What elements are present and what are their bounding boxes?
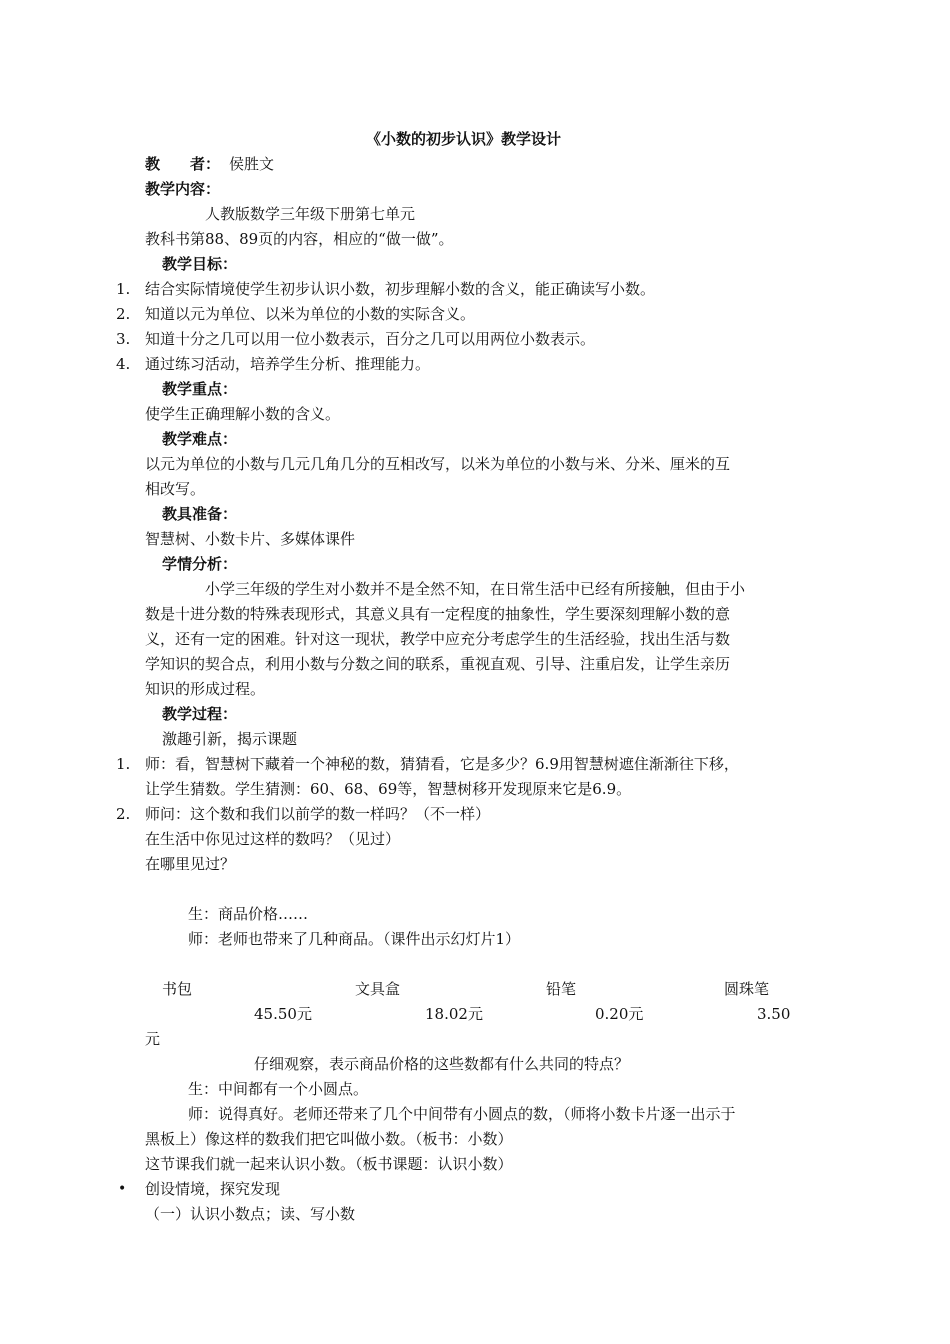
process-label: 教学过程： xyxy=(162,705,238,723)
item-name: 圆珠笔 xyxy=(724,980,770,998)
analysis-line: 义，还有一定的困难。针对这一现状，教学中应充分考虑学生的生活经验，找出生活与数 xyxy=(145,630,731,648)
student-response-1: 生：商品价格…… xyxy=(188,905,309,923)
section-2-subtitle: （一）认识小数点；读、写小数 xyxy=(145,1205,356,1223)
goal-text: 知道十分之几可以用一位小数表示，百分之几可以用两位小数表示。 xyxy=(145,330,596,348)
item-price: 18.02元 xyxy=(425,1005,483,1023)
teacher-remark-2-line-2: 黑板上）像这样的数我们把它叫做小数。（板书：小数） xyxy=(145,1130,513,1148)
analysis-line: 数是十进分数的特殊表现形式，其意义具有一定程度的抽象性，学生要深刻理解小数的意 xyxy=(145,605,731,623)
today-line: 这节课我们就一起来认识小数。（板书课题：认识小数） xyxy=(145,1155,513,1173)
tools-label: 教具准备： xyxy=(162,505,238,523)
item-name: 铅笔 xyxy=(546,980,577,998)
section-2-title: 创设情境，探究发现 xyxy=(145,1180,281,1198)
difficulty-label: 教学难点： xyxy=(162,430,238,448)
teacher-label: 教 者： xyxy=(145,155,221,173)
page-title: 《小数的初步认识》教学设计 xyxy=(366,130,562,148)
step-1-line-1: 师：看，智慧树下藏着一个神秘的数，猜猜看，它是多少？6.9用智慧树遮住渐渐往下移， xyxy=(145,755,739,773)
goal-text: 通过练习活动，培养学生分析、推理能力。 xyxy=(145,355,431,373)
goal-number: 4. xyxy=(116,355,131,373)
student-response-2: 生：中间都有一个小圆点。 xyxy=(188,1080,369,1098)
step-2-line-2: 在生活中你见过这样的数吗？（见过） xyxy=(145,830,401,848)
difficulty-line-1: 以元为单位的小数与几元几角几分的互相改写，以米为单位的小数与米、分米、厘米的互 xyxy=(145,455,731,473)
step-1-line-2: 让学生猜数。学生猜测：60、68、69等，智慧树移开发现原来它是6.9。 xyxy=(145,780,632,798)
tools-text: 智慧树、小数卡片、多媒体课件 xyxy=(145,530,356,548)
item-price: 3.50 xyxy=(757,1005,791,1023)
observe-question: 仔细观察，表示商品价格的这些数都有什么共同的特点？ xyxy=(254,1055,630,1073)
content-label: 教学内容： xyxy=(145,180,221,198)
process-subtitle: 激趣引新，揭示课题 xyxy=(162,730,298,748)
item-price: 0.20元 xyxy=(595,1005,644,1023)
teacher-name: 侯胜文 xyxy=(229,155,275,173)
teacher-remark-1: 师：老师也带来了几种商品。（课件出示幻灯片1） xyxy=(188,930,521,948)
price-unit: 元 xyxy=(145,1030,161,1048)
step-number: 1. xyxy=(116,755,131,773)
analysis-line: 学知识的契合点，利用小数与分数之间的联系，重视直观、引导、注重启发，让学生亲历 xyxy=(145,655,731,673)
key-text: 使学生正确理解小数的含义。 xyxy=(145,405,341,423)
item-price: 45.50元 xyxy=(254,1005,312,1023)
goal-number: 2. xyxy=(116,305,131,323)
content-line-2: 教科书第88、89页的内容，相应的“做一做”。 xyxy=(145,230,454,248)
analysis-line: 小学三年级的学生对小数并不是全然不知，在日常生活中已经有所接触，但由于小 xyxy=(205,580,746,598)
goals-label: 教学目标： xyxy=(162,255,238,273)
difficulty-line-2: 相改写。 xyxy=(145,480,206,498)
teacher-remark-2-line-1: 师：说得真好。老师还带来了几个中间带有小圆点的数，（师将小数卡片逐一出示于 xyxy=(188,1105,736,1123)
step-2-line-3: 在哪里见过？ xyxy=(145,855,236,873)
analysis-label: 学情分析： xyxy=(162,555,238,573)
goal-text: 结合实际情境使学生初步认识小数，初步理解小数的含义，能正确读写小数。 xyxy=(145,280,656,298)
goal-number: 3. xyxy=(116,330,131,348)
goal-number: 1. xyxy=(116,280,131,298)
analysis-line: 知识的形成过程。 xyxy=(145,680,266,698)
content-line-1: 人教版数学三年级下册第七单元 xyxy=(205,205,416,223)
step-number: 2. xyxy=(116,805,131,823)
item-name: 文具盒 xyxy=(355,980,401,998)
key-label: 教学重点： xyxy=(162,380,238,398)
step-2-line-1: 师问：这个数和我们以前学的数一样吗？（不一样） xyxy=(145,805,491,823)
item-name: 书包 xyxy=(162,980,193,998)
bullet-icon: • xyxy=(118,1181,127,1197)
goal-text: 知道以元为单位、以米为单位的小数的实际含义。 xyxy=(145,305,476,323)
